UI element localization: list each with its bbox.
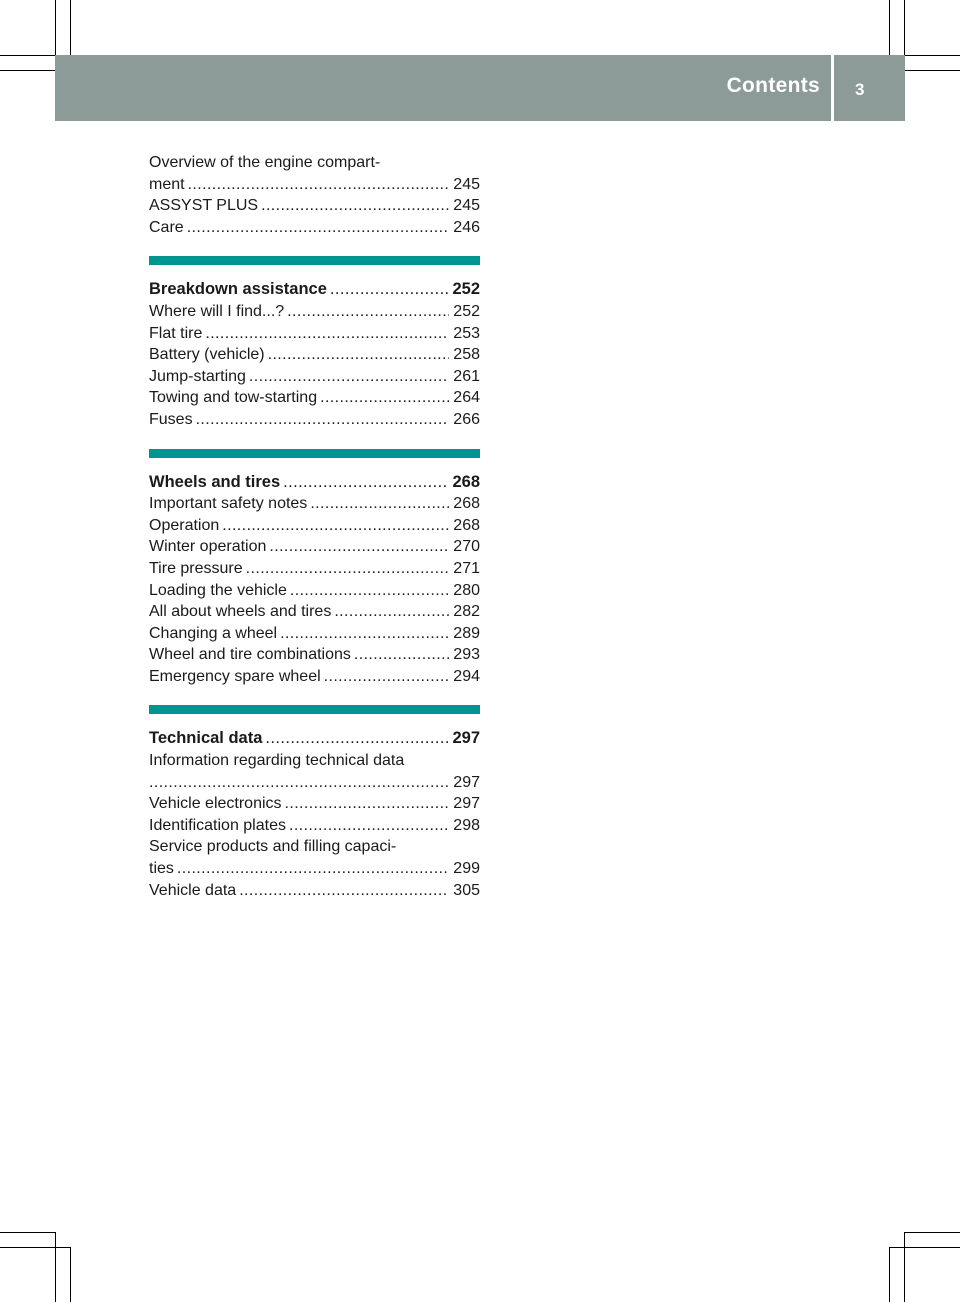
crop-mark	[55, 1232, 56, 1302]
toc-entry-page: 280	[453, 581, 480, 599]
toc-entry-page: 258	[453, 346, 480, 364]
toc-entry[interactable]	[149, 815, 480, 837]
crop-mark	[70, 1247, 71, 1302]
dot-leader	[285, 793, 450, 815]
toc-entry-label: Where will I find...?	[149, 302, 285, 320]
section-title: Breakdown assistance	[149, 280, 327, 299]
table-of-contents	[149, 152, 480, 901]
toc-entry-label: Care	[149, 218, 184, 236]
toc-entry[interactable]	[149, 195, 480, 217]
toc-entry[interactable]	[149, 493, 480, 515]
toc-entry-page: 266	[453, 410, 480, 428]
section-page-number: 268	[452, 472, 480, 491]
toc-entry[interactable]	[149, 601, 480, 623]
dot-leader	[330, 279, 449, 301]
dot-leader	[310, 493, 449, 515]
crop-mark	[904, 1232, 960, 1233]
crop-mark	[889, 1247, 890, 1302]
toc-entry[interactable]	[149, 644, 480, 666]
toc-entry[interactable]	[149, 515, 480, 537]
toc-entry[interactable]	[149, 387, 480, 409]
toc-entry-page: 297	[453, 773, 480, 791]
crop-mark	[70, 0, 71, 56]
toc-entry-text: Service products and filling capaci-	[149, 838, 397, 856]
toc-entry[interactable]	[149, 366, 480, 388]
dot-leader	[177, 858, 449, 880]
toc-entry-page: 298	[453, 816, 480, 834]
toc-entry[interactable]	[149, 580, 480, 602]
toc-entry-page: 289	[453, 624, 480, 642]
toc-entry-page: 252	[453, 302, 480, 320]
dot-leader	[265, 728, 448, 750]
toc-entry-page: 268	[453, 516, 480, 534]
dot-leader	[187, 217, 450, 239]
section-divider-bar	[149, 705, 480, 714]
toc-entry[interactable]	[149, 772, 480, 794]
section-divider-bar	[149, 256, 480, 265]
dot-leader	[196, 409, 450, 431]
toc-entry-label: Identification plates	[149, 816, 286, 834]
toc-entry-page: 264	[453, 389, 480, 407]
page-title: Contents	[726, 74, 820, 97]
crop-mark	[904, 1232, 905, 1302]
toc-entry-page: 270	[453, 538, 480, 556]
toc-entry-label: Wheel and tire combinations	[149, 646, 351, 664]
toc-entry[interactable]	[149, 323, 480, 345]
toc-entry[interactable]	[149, 217, 480, 239]
dot-leader	[280, 623, 449, 645]
toc-entry-label: Tire pressure	[149, 559, 243, 577]
toc-entry-page: 245	[453, 197, 480, 215]
section-divider-bar	[149, 449, 480, 458]
toc-entry-page: 246	[453, 218, 480, 236]
crop-mark	[889, 1247, 960, 1248]
dot-leader	[205, 323, 449, 345]
dot-leader	[320, 387, 449, 409]
dot-leader	[268, 344, 450, 366]
section-heading[interactable]	[149, 279, 480, 301]
toc-entry-text: Overview of the engine compart-	[149, 154, 381, 171]
toc-entry[interactable]	[149, 344, 480, 366]
section-spacer	[149, 238, 480, 256]
toc-entry[interactable]	[149, 409, 480, 431]
dot-leader	[246, 558, 450, 580]
section-title: Wheels and tires	[149, 472, 281, 491]
toc-entry[interactable]	[149, 174, 480, 196]
toc-entry-page: 261	[453, 367, 480, 385]
toc-entry-page: 294	[453, 667, 480, 685]
crop-mark	[0, 1232, 56, 1233]
dot-leader	[289, 815, 449, 837]
dot-leader	[239, 880, 449, 902]
dot-leader	[261, 195, 449, 217]
toc-entry[interactable]	[149, 623, 480, 645]
section-heading[interactable]	[149, 472, 480, 494]
toc-entry-label: Changing a wheel	[149, 624, 278, 642]
toc-entry-label: Battery (vehicle)	[149, 346, 265, 364]
toc-entry[interactable]	[149, 793, 480, 815]
section-page-number: 297	[452, 729, 480, 748]
dot-leader	[269, 536, 449, 558]
toc-entry-label: ment	[149, 175, 185, 193]
toc-entry[interactable]	[149, 666, 480, 688]
toc-entry-label: Loading the vehicle	[149, 581, 287, 599]
toc-entry-page: 282	[453, 603, 480, 621]
toc-entry-label: Vehicle data	[149, 881, 237, 899]
dot-leader	[149, 772, 449, 794]
section-spacer	[149, 431, 480, 449]
dot-leader	[283, 472, 448, 494]
toc-entry-label: Fuses	[149, 410, 193, 428]
crop-mark	[889, 0, 890, 56]
toc-entry-label: Operation	[149, 516, 220, 534]
toc-entry-text: Information regarding technical data	[149, 752, 405, 770]
section-title: Technical data	[149, 729, 263, 748]
dot-leader	[290, 580, 449, 602]
toc-entry-page: 268	[453, 495, 480, 513]
toc-entry-label: Towing and tow-starting	[149, 389, 318, 407]
toc-entry-page: 253	[453, 324, 480, 342]
toc-entry-label: ASSYST PLUS	[149, 197, 259, 215]
toc-entry-page: 305	[453, 881, 480, 899]
toc-entry-label: ties	[149, 860, 174, 878]
toc-entry-page: 293	[453, 646, 480, 664]
toc-entry-page: 299	[453, 860, 480, 878]
toc-entry-label: Jump-starting	[149, 367, 246, 385]
toc-entry-label: Emergency spare wheel	[149, 667, 321, 685]
toc-entry[interactable]	[149, 858, 480, 880]
section-heading[interactable]	[149, 728, 480, 750]
toc-entry-label: Important safety notes	[149, 495, 308, 513]
toc-entry[interactable]	[149, 558, 480, 580]
toc-entry-label: All about wheels and tires	[149, 603, 332, 621]
toc-entry-page: 271	[453, 559, 480, 577]
toc-entry[interactable]	[149, 536, 480, 558]
toc-entry-label: Vehicle electronics	[149, 795, 282, 813]
crop-mark	[0, 70, 56, 71]
dot-leader	[222, 515, 449, 537]
dot-leader	[287, 301, 449, 323]
toc-entry-label: Flat tire	[149, 324, 203, 342]
toc-entry-label: Winter operation	[149, 538, 267, 556]
dot-leader	[324, 666, 450, 688]
toc-entry-page: 297	[453, 795, 480, 813]
dot-leader	[249, 366, 449, 388]
toc-entry[interactable]	[149, 880, 480, 902]
toc-entry-page: 245	[453, 175, 480, 193]
dot-leader	[188, 174, 450, 196]
header-divider	[831, 55, 834, 121]
dot-leader	[334, 601, 449, 623]
section-spacer	[149, 687, 480, 705]
toc-entry[interactable]	[149, 301, 480, 323]
dot-leader	[354, 644, 449, 666]
section-page-number: 252	[452, 280, 480, 299]
crop-mark	[904, 70, 960, 71]
page-number: 3	[855, 80, 865, 99]
crop-mark	[0, 1247, 70, 1248]
